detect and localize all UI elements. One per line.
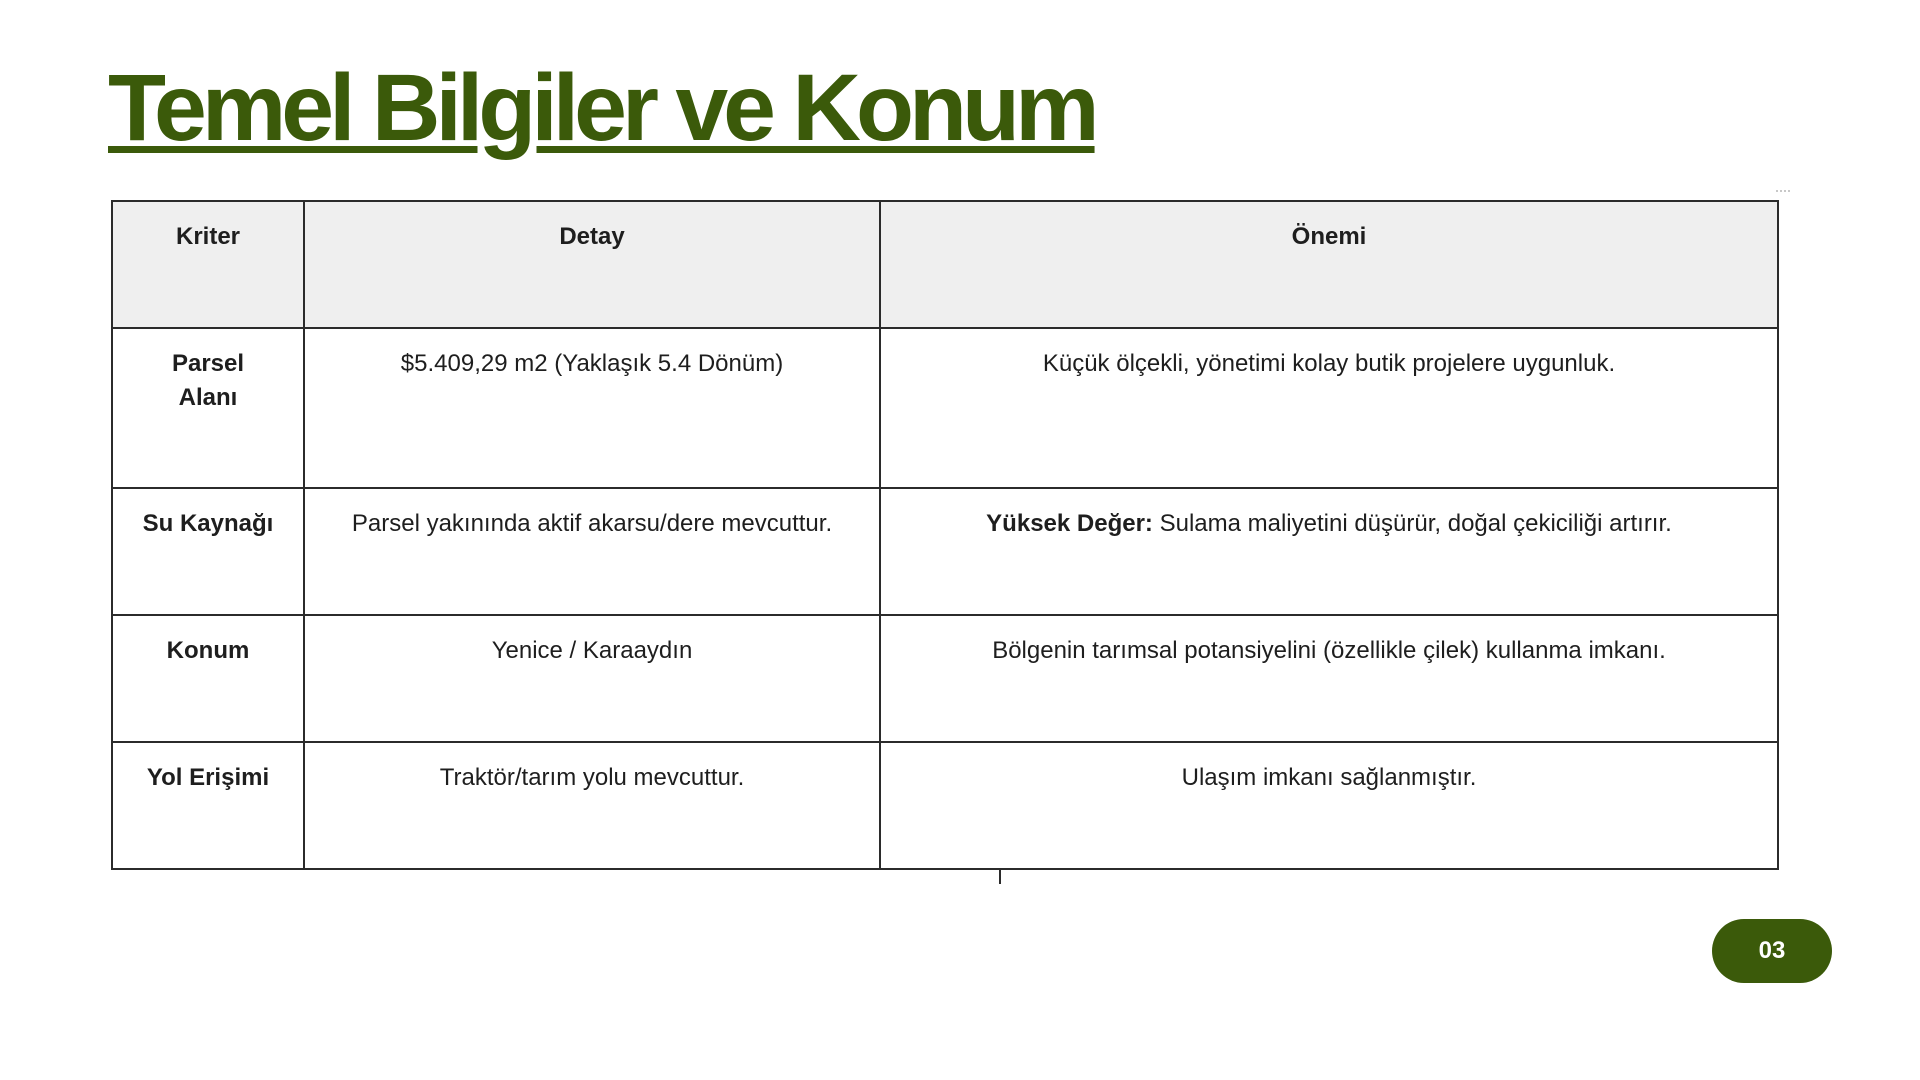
criterion-text: Parsel Alanı: [171, 350, 245, 411]
table-row: [112, 742, 1778, 869]
row-importance: [880, 328, 1778, 488]
importance-text: Sulama maliyetini düşürür, doğal çekiciliği artırır.: [1159, 510, 1672, 537]
table-row: [112, 615, 1778, 742]
row-detail: Traktör/tarım yolu mevcuttur.: [304, 742, 880, 869]
row-criterion: Yol Erişimi: [112, 742, 304, 869]
importance-text: Bölgenin tarımsal potansiyelini (özellikle çilek) kullanma imkanı.: [992, 637, 1666, 664]
row-criterion: Su Kaynağı: [112, 488, 304, 615]
row-importance: [880, 615, 1778, 742]
importance-text: Küçük ölçekli, yönetimi kolay butik projelere uygunluk.: [1042, 350, 1616, 377]
slide-title: Temel Bilgiler ve Konum: [108, 55, 1095, 161]
row-importance: [880, 742, 1778, 869]
row-detail: Parsel yakınında aktif akarsu/dere mevcuttur.: [304, 488, 880, 615]
row-importance: [880, 488, 1778, 615]
table-row: [112, 488, 1778, 615]
info-table: [111, 200, 1779, 870]
row-criterion: [112, 328, 304, 488]
table-header-row: [112, 201, 1778, 328]
row-criterion: Konum: [112, 615, 304, 742]
row-detail: $5.409,29 m2 (Yaklaşık 5.4 Dönüm): [304, 328, 880, 488]
row-detail: Yenice / Karaaydın: [304, 615, 880, 742]
page-number-badge: 03: [1712, 919, 1832, 983]
importance-highlight: Yüksek Değer:: [986, 510, 1153, 537]
importance-text: Ulaşım imkanı sağlanmıştır.: [1181, 764, 1477, 791]
header-importance: Önemi: [880, 201, 1778, 328]
table-corner-mark: [1776, 190, 1790, 198]
table-row: [112, 328, 1778, 488]
header-detail: Detay: [304, 201, 880, 328]
table-stray-mark: [999, 870, 1001, 884]
header-criterion: Kriter: [112, 201, 304, 328]
